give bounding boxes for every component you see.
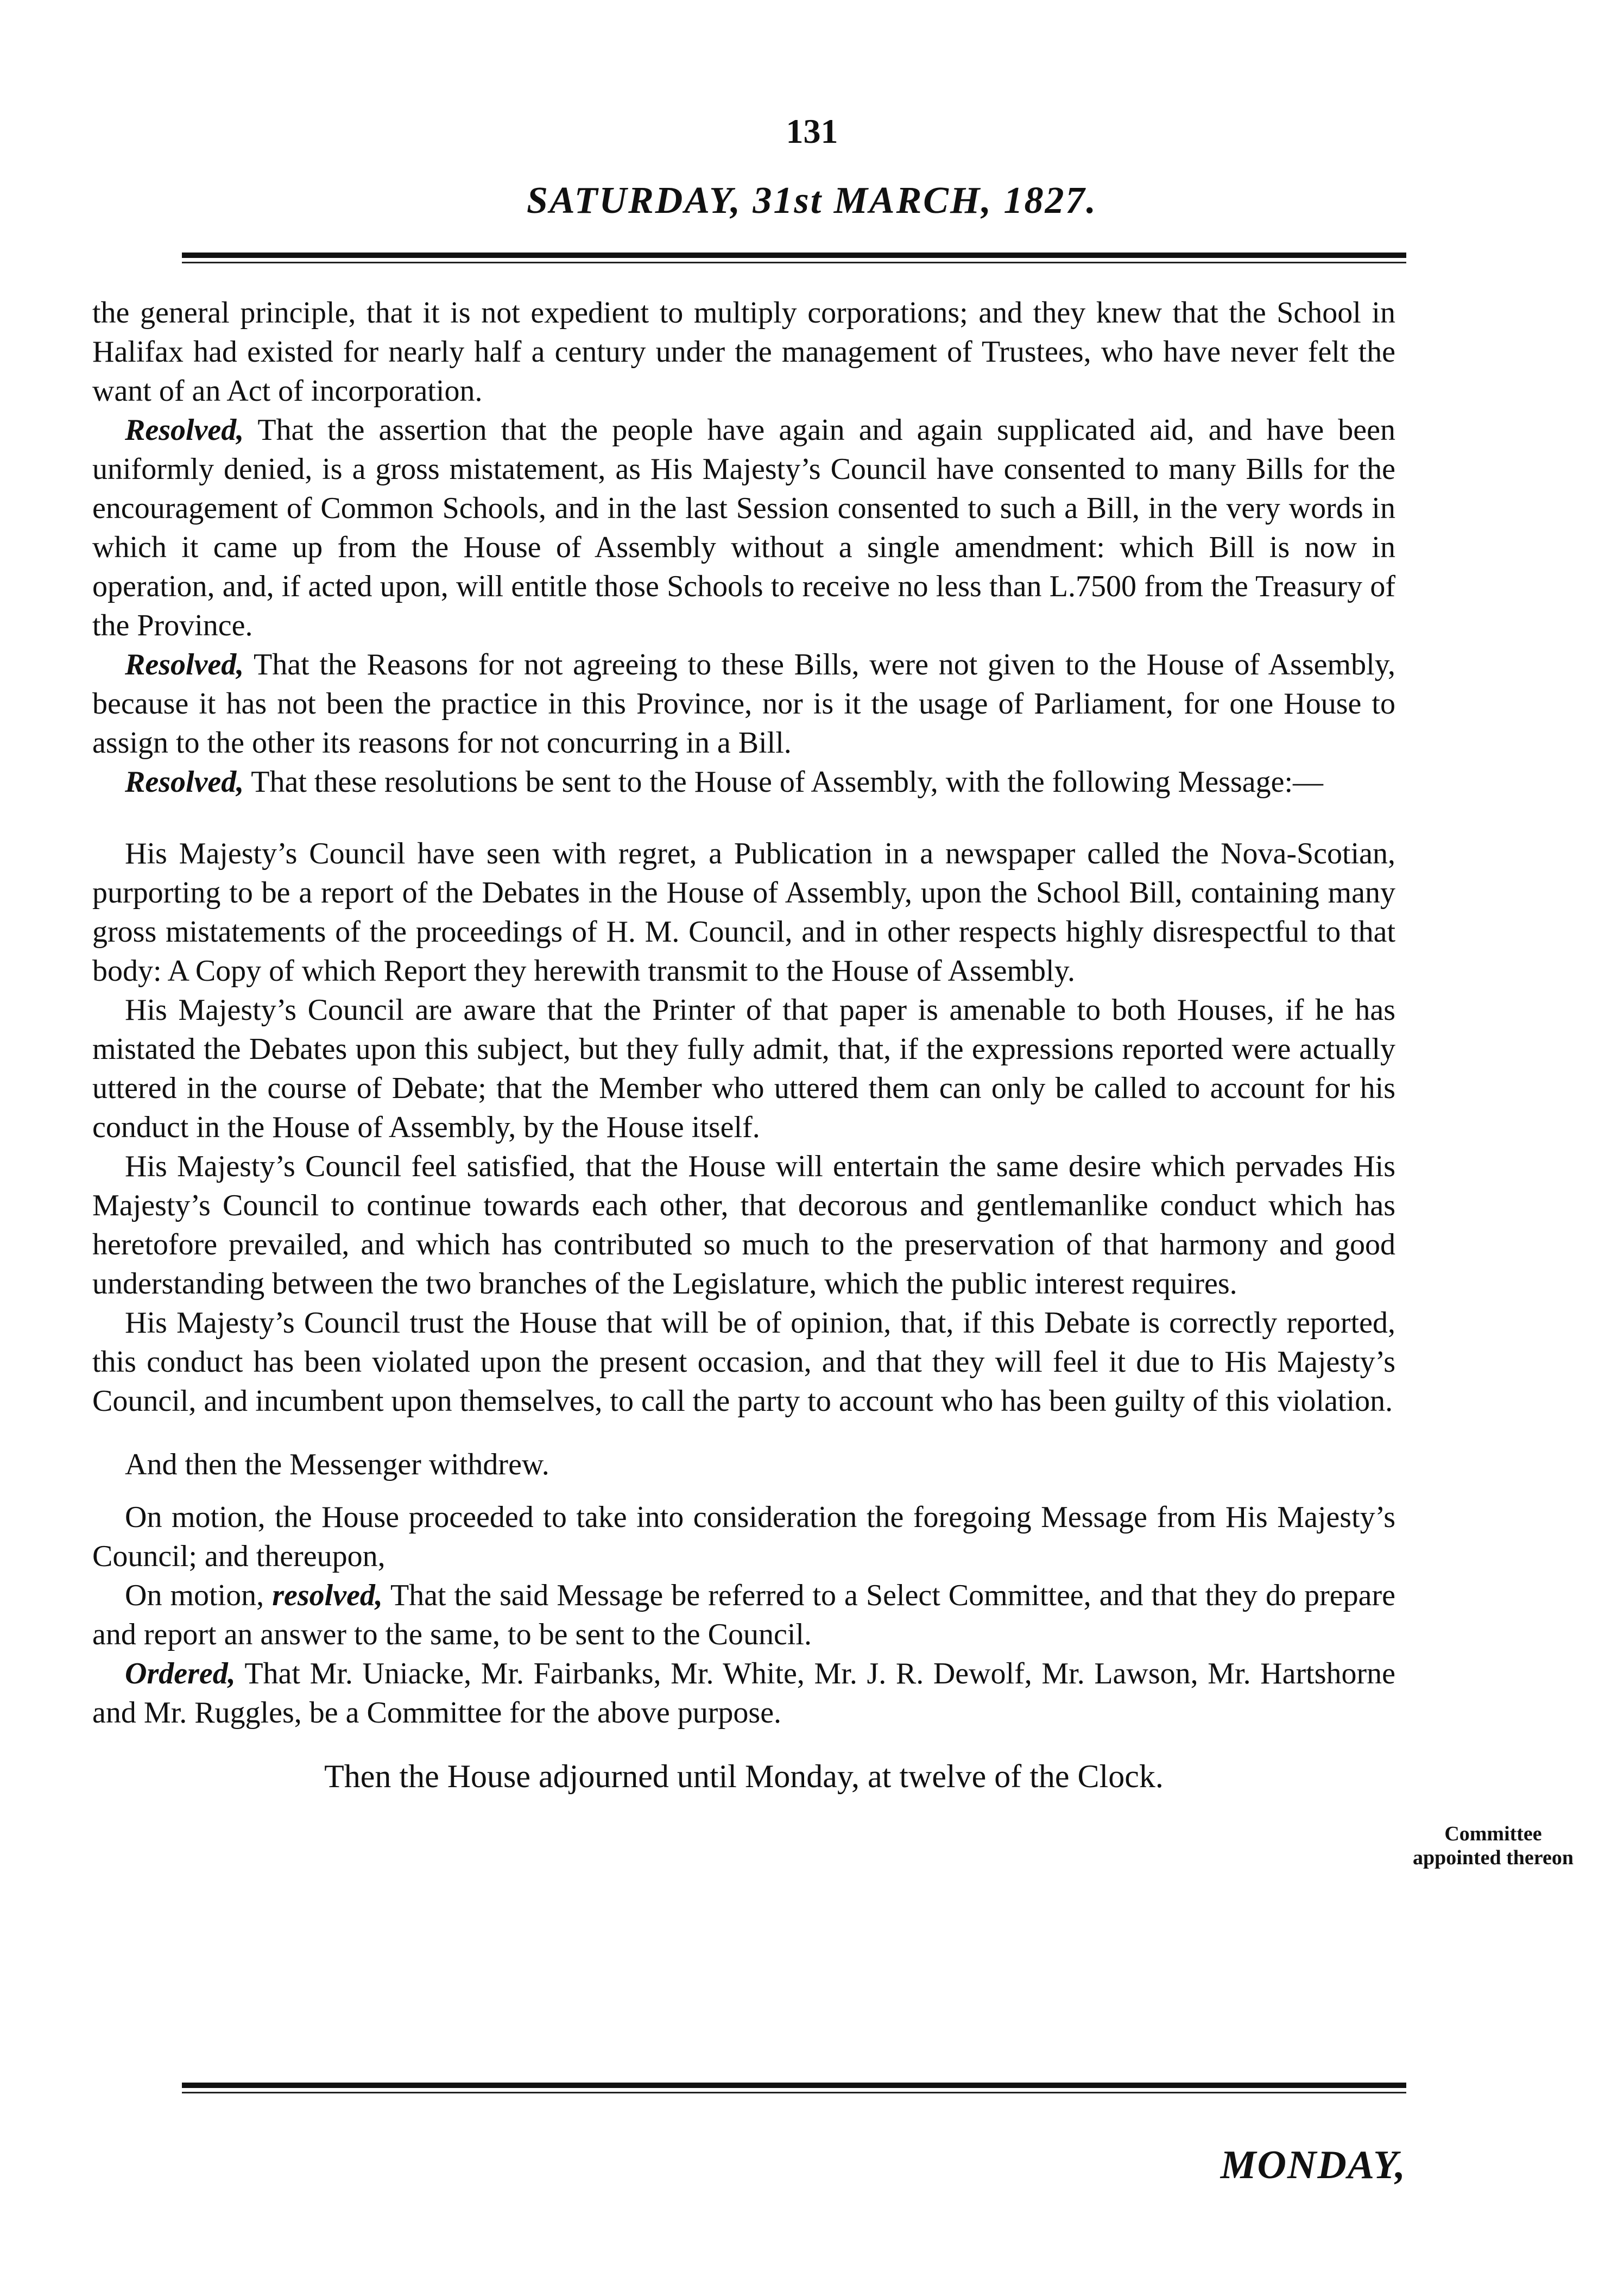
resolution-2-lead: Resolved, bbox=[125, 648, 244, 682]
message-paragraph-4: His Majesty’s Council trust the House that will be of opinion, that, if this Debate is correctly reported, this conduct has been violated upon the present occasion, and that they will feel it due to His Majesty’s Council, and incumbent upon themselves, to call the party to account who has been guilty of this violation. bbox=[92, 1306, 1395, 1418]
motion-resolved-text: That the said Message be referred to a Select Committee, and that they do prepare and report an answer to the same, to be sent to the Council. bbox=[92, 1579, 1395, 1651]
resolution-3-text: That these resolutions be sent to the House of Assembly, with the following Message:— bbox=[244, 765, 1324, 799]
message-paragraph-1: His Majesty’s Council have seen with regret, a Publication in a newspaper called the Nova-Scotian, purporting to be a report of the Debates in the House of Assembly, upon the School Bill, containing many gross mistatements of the proceedings of H. M. Council, and in other respects highly disrespectful to that body: A Copy of which Report they herewith transmit to the House of Assembly. bbox=[92, 837, 1395, 988]
text-column bbox=[92, 293, 1395, 1796]
motion-resolved-lead: resolved, bbox=[272, 1579, 383, 1612]
spacer bbox=[92, 1421, 1395, 1445]
page-number: 131 bbox=[786, 112, 838, 150]
intro-paragraph: the general principle, that it is not expedient to multiply corporations; and they knew that the School in Halifax had existed for nearly half a century under the management of Trustees, who have never felt the want of an Act of incorporation. bbox=[92, 296, 1395, 408]
resolution-1 bbox=[92, 411, 1395, 645]
top-rule-thick bbox=[182, 253, 1406, 258]
resolution-2 bbox=[92, 645, 1395, 762]
catchword: MONDAY, bbox=[1220, 2143, 1406, 2187]
resolution-1-lead: Resolved, bbox=[125, 413, 244, 447]
resolution-1-text: That the assertion that the people have again and again supplicated aid, and have been uniformly denied, is a gross mistatement, as His Majesty’s Council have consented to many Bills for the encouragement of Common Schools, and in the last Session consented to such a Bill, in the very words in which it came up from the House of Assembly without a single amendment: which Bill is now in operation, and, if acted upon, will entitle those Schools to receive no less than L.7500 from the Treasury of the Province. bbox=[92, 413, 1395, 642]
date-heading: SATURDAY, 31st MARCH, 1827. bbox=[527, 180, 1097, 222]
spacer bbox=[92, 1484, 1395, 1498]
message-paragraph-3: His Majesty’s Council feel satisfied, that the House will entertain the same desire which pervades His Majesty’s Council to continue towards each other, that decorous and gentlemanlike conduct which has heretofore prevailed, and which has contributed so much to the preservation of that harmony and good understanding between the two branches of the Legislature, which the public interest requires. bbox=[92, 1150, 1395, 1301]
top-rule-thin bbox=[182, 262, 1406, 263]
ordered-committee bbox=[92, 1654, 1395, 1732]
resolution-3-lead: Resolved, bbox=[125, 765, 244, 799]
motion-resolved-prefix: On motion, bbox=[125, 1579, 273, 1612]
resolution-3 bbox=[92, 762, 1395, 802]
motion-consideration: On motion, the House proceeded to take into consideration the foregoing Message from His Majesty’s Council; and thereupon, bbox=[92, 1500, 1395, 1573]
ordered-text: That Mr. Uniacke, Mr. Fairbanks, Mr. White, Mr. J. R. Dewolf, Mr. Lawson, Mr. Hartshorne and Mr. Ruggles, be a Committee for the above purpose. bbox=[92, 1657, 1395, 1730]
message-paragraph-2: His Majesty’s Council are aware that the Printer of that paper is amenable to both Houses, if he has mistated the Debates upon this subject, but they fully admit, that, if the expressions reported were actually uttered in the course of Debate; that the Member who uttered them can only be called to account for his conduct in the House of Assembly, by the House itself. bbox=[92, 993, 1395, 1144]
resolution-2-text: That the Reasons for not agreeing to these Bills, were not given to the House of Assembly, because it has not been the practice in this Province, nor is it the usage of Parliament, for one House to assign to the other its reasons for not concurring in a Bill. bbox=[92, 648, 1395, 760]
ordered-lead: Ordered, bbox=[125, 1657, 236, 1690]
spacer bbox=[92, 802, 1395, 834]
bottom-rule-thick bbox=[182, 2083, 1406, 2088]
spacer bbox=[92, 1732, 1395, 1757]
adjournment-line: Then the House adjourned until Monday, at twelve of the Clock. bbox=[324, 1758, 1164, 1794]
bottom-rule-thin bbox=[182, 2092, 1406, 2093]
messenger-withdrew: And then the Messenger withdrew. bbox=[125, 1448, 549, 1481]
motion-resolved bbox=[92, 1576, 1395, 1654]
margin-note: Committee appointed thereon bbox=[1413, 1822, 1574, 1869]
